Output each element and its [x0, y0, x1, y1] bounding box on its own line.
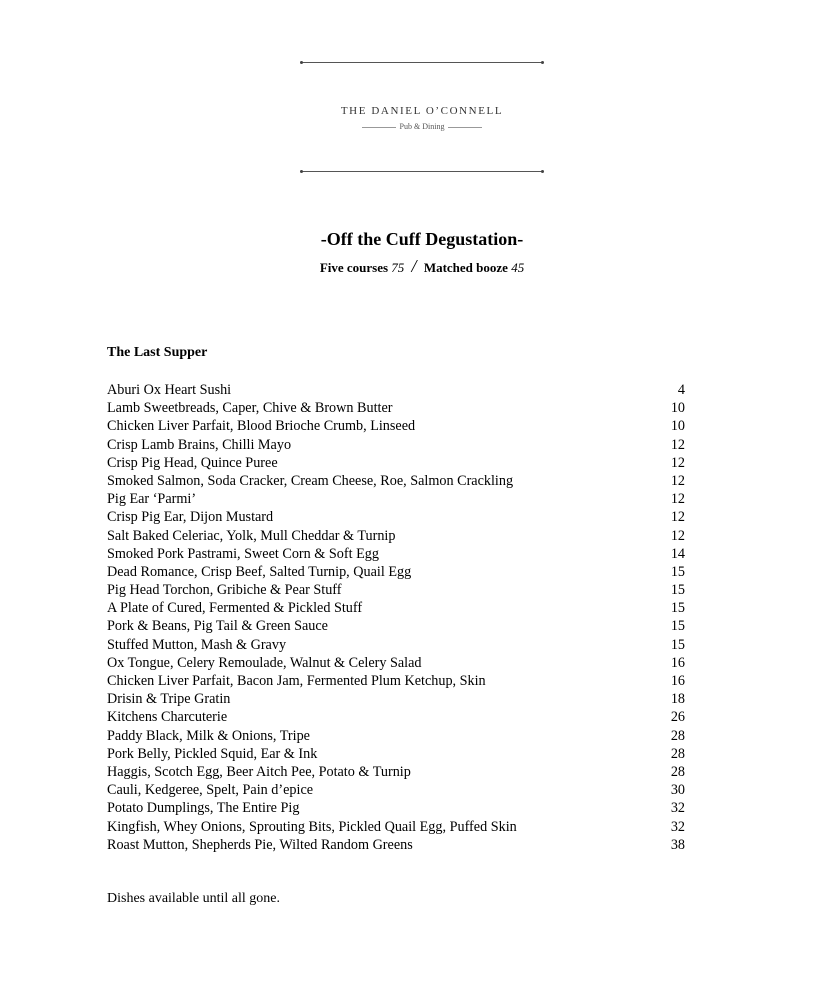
menu-item-name: Ox Tongue, Celery Remoulade, Walnut & Celery Salad [107, 654, 422, 671]
menu-item-price: 30 [670, 782, 685, 799]
menu-item [107, 781, 685, 799]
menu-item-name: Crisp Lamb Brains, Chilli Mayo [107, 436, 292, 453]
booze-price: 45 [511, 260, 525, 275]
menu-list [107, 381, 685, 854]
menu-item-name: Pork Belly, Pickled Squid, Ear & Ink [107, 745, 318, 762]
menu-item [107, 617, 685, 635]
menu-item [107, 563, 685, 581]
tagline-dash-left [362, 127, 396, 128]
menu-item-price: 14 [670, 545, 685, 562]
menu-item-price: 28 [670, 745, 685, 762]
menu-item-name: Kitchens Charcuterie [107, 709, 228, 726]
menu-item-name: Cauli, Kedgeree, Spelt, Pain d’epice [107, 782, 314, 799]
menu-item-price: 15 [670, 563, 685, 580]
courses-price: 75 [391, 260, 405, 275]
menu-item-name: Smoked Pork Pastrami, Sweet Corn & Soft Egg [107, 545, 379, 562]
menu-item-price: 4 [677, 382, 685, 398]
menu-item-price: 16 [670, 654, 685, 671]
menu-item-name: Drisin & Tripe Gratin [107, 691, 231, 708]
restaurant-tagline [0, 122, 832, 131]
menu-item-price: 38 [670, 836, 685, 853]
menu-item-name: Stuffed Mutton, Mash & Gravy [107, 636, 287, 653]
menu-item [107, 654, 685, 672]
menu-title: -Off the Cuff Degustation- [320, 229, 524, 249]
menu-item-price: 12 [670, 527, 685, 544]
menu-item-name: Aburi Ox Heart Sushi [107, 382, 232, 398]
menu-item-price: 12 [670, 454, 685, 471]
menu-item-name: A Plate of Cured, Fermented & Pickled Stuff [107, 600, 363, 617]
menu-item [107, 599, 685, 617]
menu-item-name: Paddy Black, Milk & Onions, Tripe [107, 727, 310, 744]
menu-item-price: 32 [670, 818, 685, 835]
menu-item-price: 15 [670, 582, 685, 599]
tagline-text: Pub & Dining [399, 122, 445, 131]
menu-item-price: 28 [670, 727, 685, 744]
menu-item [107, 381, 685, 399]
menu-item [107, 836, 685, 854]
menu-item-price: 18 [670, 691, 685, 708]
menu-item-price: 12 [670, 509, 685, 526]
menu-item-name: Smoked Salmon, Soda Cracker, Cream Cheese, Roe, Salmon Crackling [107, 472, 514, 489]
menu-item-price: 15 [670, 636, 685, 653]
menu-item-price: 10 [670, 418, 685, 435]
menu-item [107, 799, 685, 817]
menu-item [107, 490, 685, 508]
menu-item-price: 32 [670, 800, 685, 817]
menu-item-name: Pig Head Torchon, Gribiche & Pear Stuff [107, 582, 342, 599]
menu-item [107, 727, 685, 745]
menu-item-price: 15 [670, 600, 685, 617]
subtitle-separator: / [411, 256, 417, 276]
menu-item [107, 672, 685, 690]
menu-item [107, 581, 685, 599]
menu-item-name: Dead Romance, Crisp Beef, Salted Turnip, Quail Egg [107, 563, 412, 580]
menu-item-name: Kingfish, Whey Onions, Sprouting Bits, Pickled Quail Egg, Puffed Skin [107, 818, 517, 835]
header-rule-bottom [301, 171, 543, 172]
menu-item-price: 28 [670, 763, 685, 780]
menu-item-name: Chicken Liver Parfait, Bacon Jam, Fermented Plum Ketchup, Skin [107, 673, 486, 689]
menu-subtitle [0, 256, 832, 277]
menu-item-price: 10 [670, 400, 685, 417]
menu-item-name: Crisp Pig Head, Quince Puree [107, 454, 278, 471]
menu-item [107, 708, 685, 726]
menu-item [107, 636, 685, 654]
menu-item-name: Chicken Liver Parfait, Blood Brioche Crumb, Linseed [107, 418, 416, 435]
menu-item-price: 16 [670, 673, 685, 689]
menu-item-price: 26 [670, 709, 685, 726]
booze-label: Matched booze [423, 260, 508, 275]
menu-item [107, 763, 685, 781]
courses-label: Five courses [319, 260, 389, 275]
menu-item-name: Lamb Sweetbreads, Caper, Chive & Brown Butter [107, 400, 393, 417]
menu-item-name: Salt Baked Celeriac, Yolk, Mull Cheddar & Turnip [107, 527, 396, 544]
menu-item [107, 818, 685, 836]
menu-item-name: Pig Ear ‘Parmi’ [107, 491, 197, 508]
menu-item-price: 15 [670, 618, 685, 635]
menu-item [107, 417, 685, 435]
footer-note: Dishes available until all gone. [107, 891, 281, 906]
menu-item [107, 545, 685, 563]
menu-item-name: Pork & Beans, Pig Tail & Green Sauce [107, 618, 328, 635]
section-title: The Last Supper [107, 345, 208, 360]
menu-item [107, 472, 685, 490]
menu-item [107, 690, 685, 708]
menu-item [107, 454, 685, 472]
menu-item [107, 436, 685, 454]
tagline-dash-right [448, 127, 482, 128]
menu-item-price: 12 [670, 491, 685, 508]
menu-item [107, 508, 685, 526]
menu-item-price: 12 [670, 436, 685, 453]
menu-item-price: 12 [670, 472, 685, 489]
restaurant-name: THE DANIEL O’CONNELL [340, 105, 504, 117]
menu-item-name: Crisp Pig Ear, Dijon Mustard [107, 509, 274, 526]
menu-item-name: Potato Dumplings, The Entire Pig [107, 800, 300, 817]
menu-item [107, 745, 685, 763]
menu-item [107, 527, 685, 545]
menu-item-name: Roast Mutton, Shepherds Pie, Wilted Random Greens [107, 836, 413, 853]
menu-item-name: Haggis, Scotch Egg, Beer Aitch Pee, Potato & Turnip [107, 763, 411, 780]
menu-item [107, 399, 685, 417]
header-rule-top [301, 62, 543, 63]
